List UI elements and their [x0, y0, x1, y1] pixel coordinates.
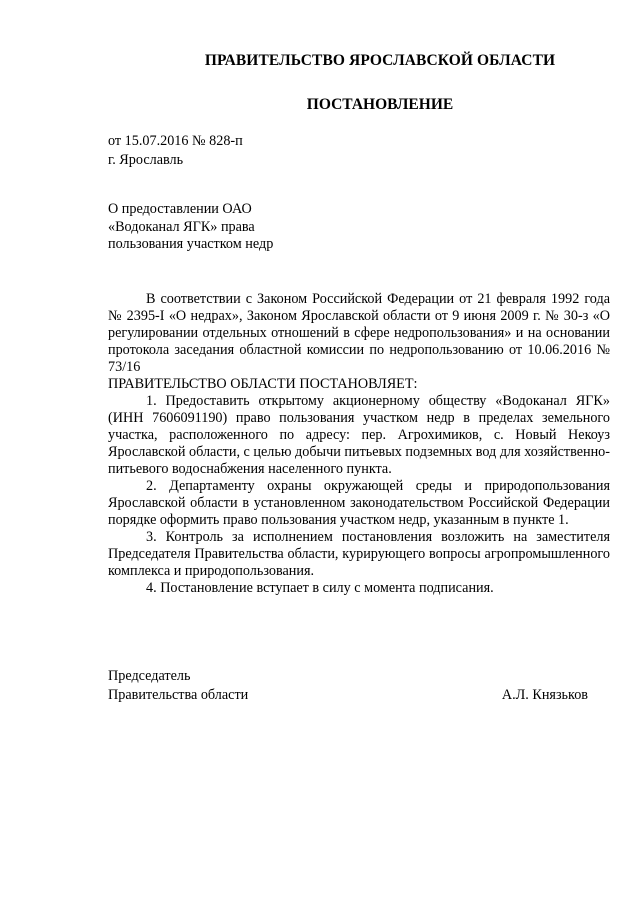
government-title: ПРАВИТЕЛЬСТВО ЯРОСЛАВСКОЙ ОБЛАСТИ [204, 52, 556, 69]
item-paragraph-2: 2. Департаменту охраны окружающей среды и природопользования Ярославской области в установленном законодательством Российской Федерации порядке оформить право пользования участком недр, указанным в пункте 1. [108, 478, 610, 528]
signature-block [108, 667, 588, 705]
signatory-title-line2: Правительства области [108, 687, 249, 703]
signature-row [108, 686, 588, 705]
date-number: от 15.07.2016 № 828-п [108, 133, 243, 149]
item-paragraph-1: 1. Предоставить открытому акционерному обществу «Водоканал ЯГК» (ИНН 7606091190) право пользования участком недр в пределах земельного участка, расположенного по адресу: пер. Агрохимиков, с. Новый Некоуз Ярославской области, с целью добычи питьевых подземных вод для хозяйственно-питьевого водоснабжения населенного пункта. [108, 393, 610, 477]
document-type: ПОСТАНОВЛЕНИЕ [306, 96, 454, 113]
item-paragraph-3: 3. Контроль за исполнением постановления возложить на заместителя Председателя Правительства области, курирующего вопросы агропромышленного комплекса и природопользования. [108, 529, 610, 579]
resolution-heading: ПРАВИТЕЛЬСТВО ОБЛАСТИ ПОСТАНОВЛЯЕТ: [108, 376, 418, 392]
item-paragraph-4: 4. Постановление вступает в силу с момента подписания. [146, 580, 494, 596]
subject-line: пользования участком недр [108, 236, 274, 252]
subject-line: «Водоканал ЯГК» права [108, 218, 255, 235]
preamble-paragraph: В соответствии с Законом Российской Федерации от 21 февраля 1992 года № 2395-I «О недрах», Законом Ярославской области от 9 июня 2009 г. № 30-з «О регулировании отдельных отношений в сфере недропользования» и на основании протокола заседания областной комиссии по недропользованию от 10.06.2016 № 73/16 [108, 291, 610, 375]
document-body [108, 291, 610, 597]
signatory-name: А.Л. Князьков [501, 687, 588, 703]
subject-line: О предоставлении ОАО [108, 201, 252, 217]
signatory-title-line1: Председатель [108, 668, 191, 684]
document-subject [108, 201, 273, 254]
city: г. Ярославль [108, 152, 184, 168]
document-meta [108, 132, 243, 170]
